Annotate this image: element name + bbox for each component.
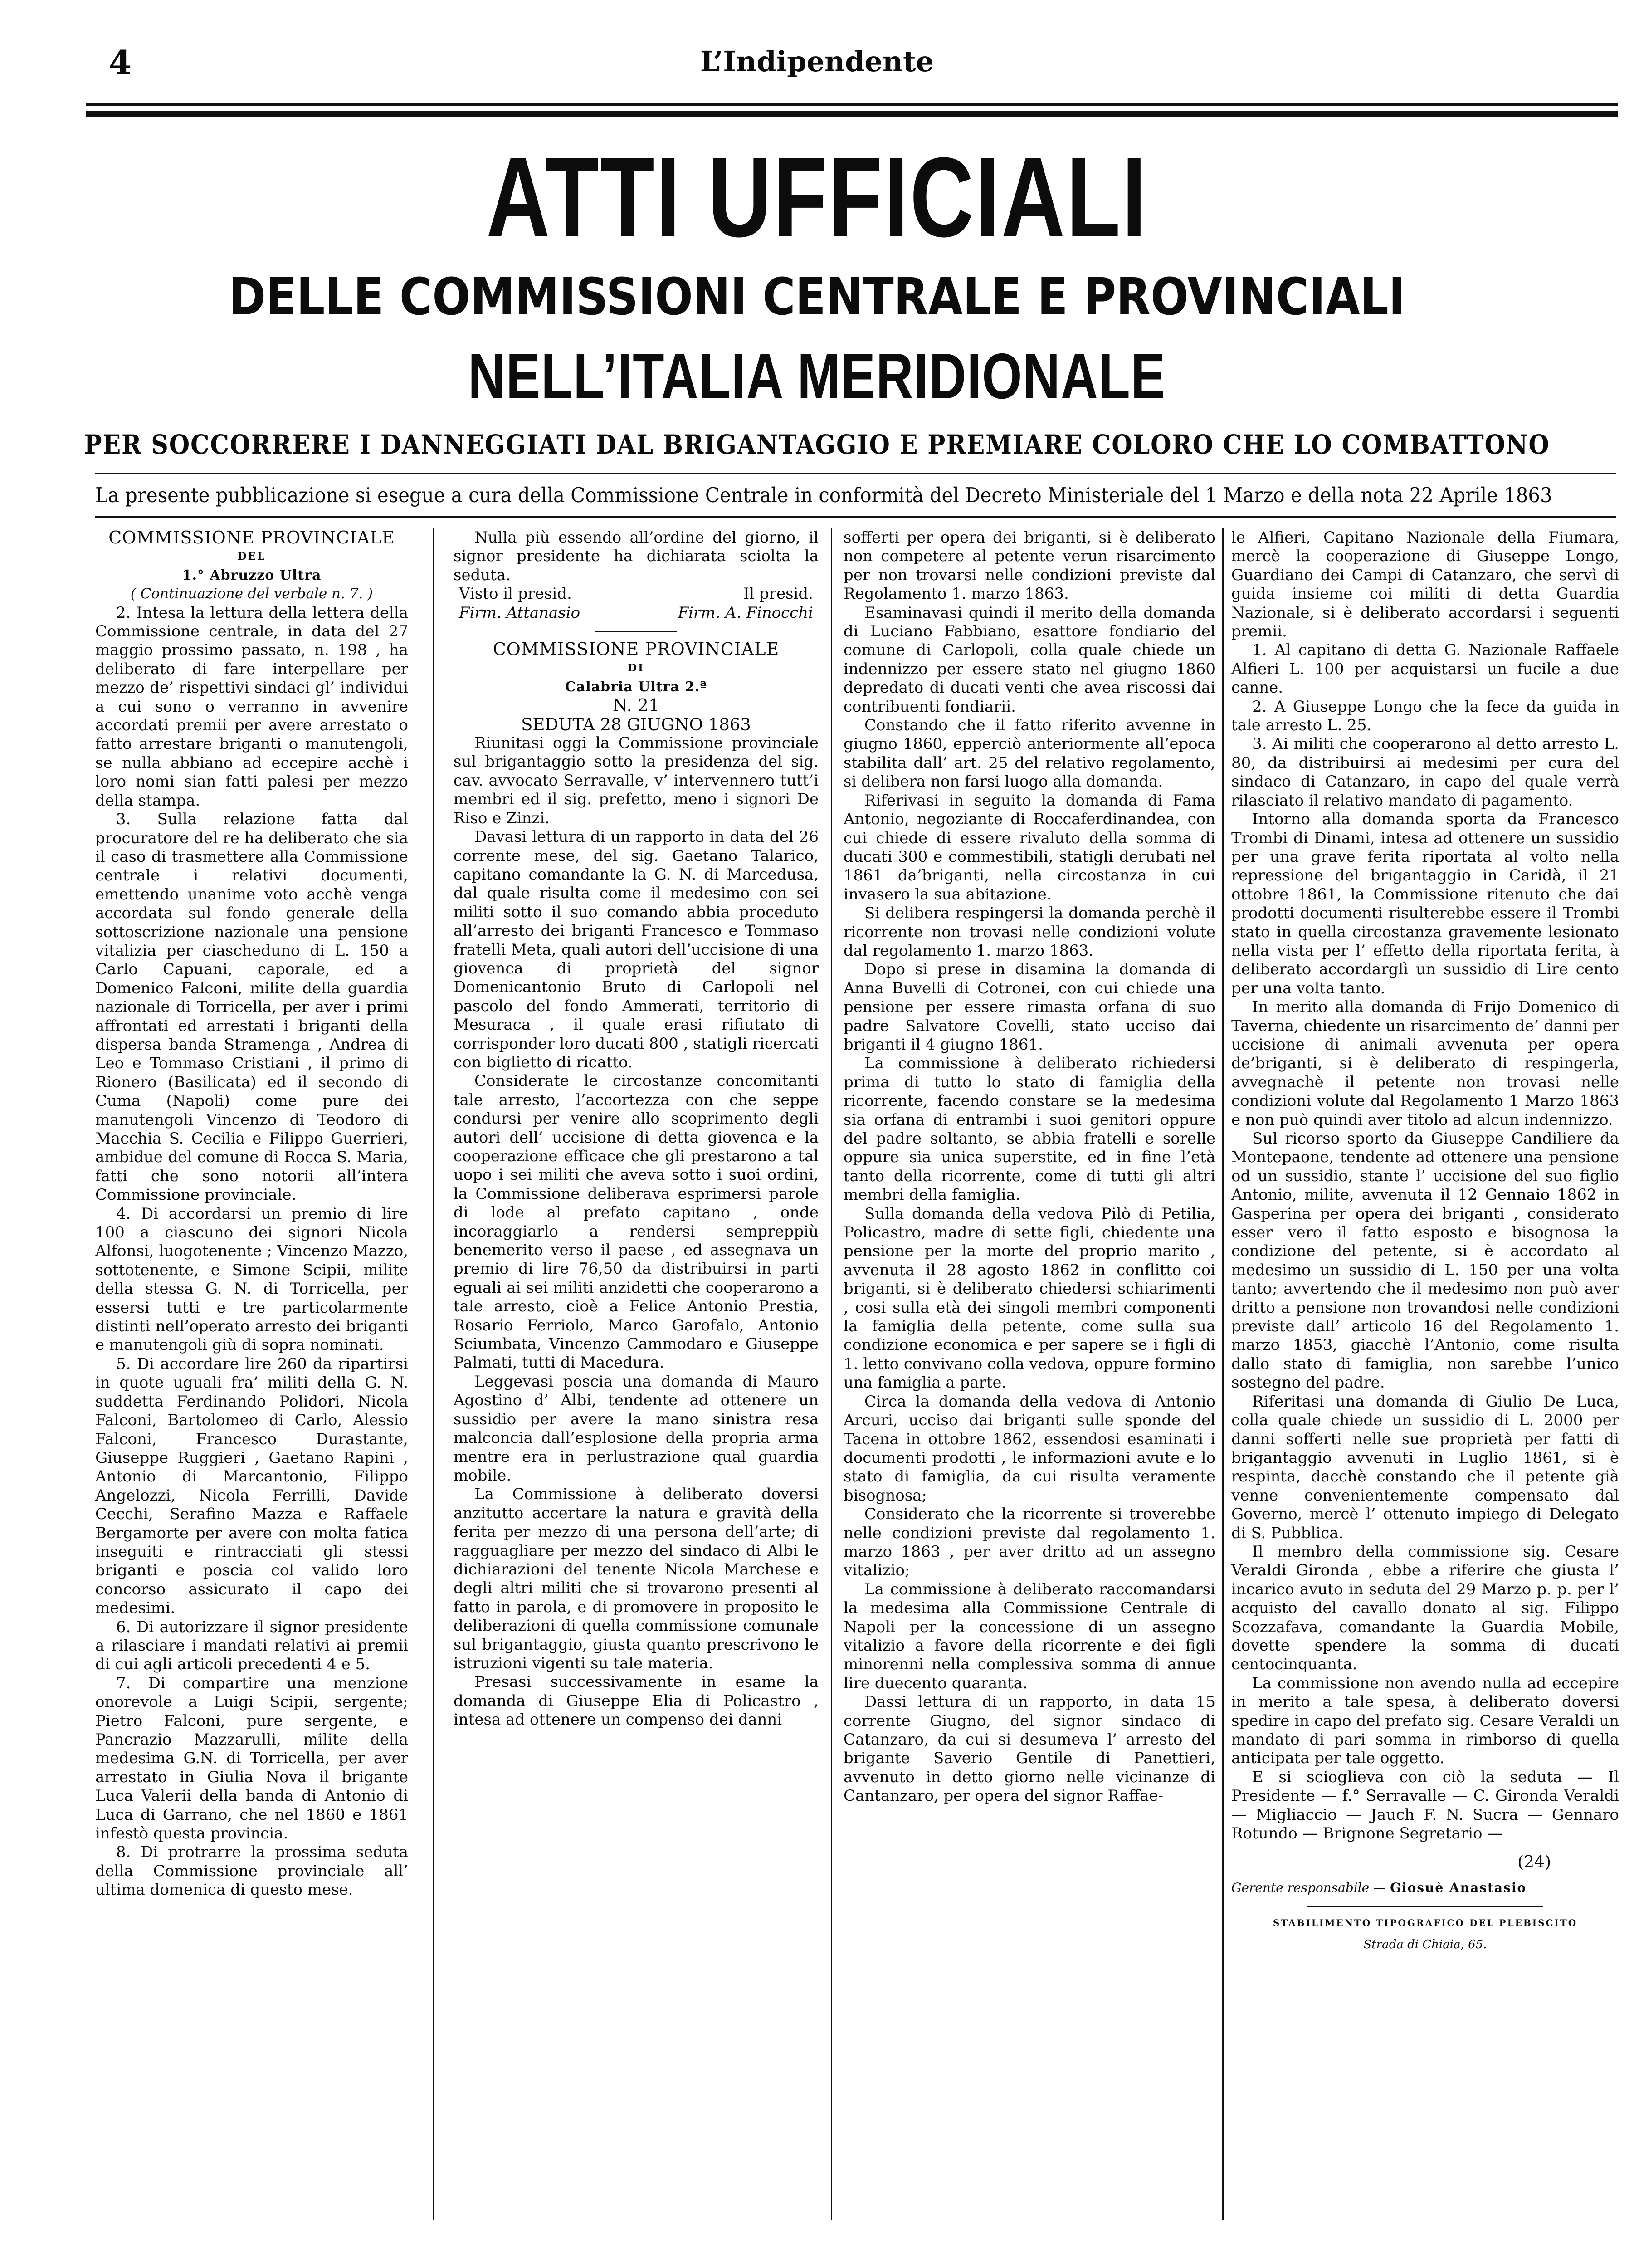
paragraph: Il membro della commissione sig. Cesare Veraldi Gironda , ebbe a riferire che giusta l’ incarico avuto in seduta del 29 Marzo p. p. per l’ acquisto del cavallo donato al sig. Filippo Scozzafava, comandante la Guardia Mobile, dovette spendere la somma di ducati centocinquanta. — [1231, 1542, 1619, 1674]
column-divider — [433, 528, 434, 2220]
paragraph: Davasi lettura di un rapporto in data del 26 corrente mese, del sig. Gaetano Talarico, capitano comandante la G. N. di Marcedusa, dal quale risulta come il medesimo con sei militi sotto il suo comando abbia proceduto all’arresto dei briganti Francesco e Tommaso fratelli Meta, quali autori dell’uccisione di una giovenca di proprietà del signor Domenicantonio Bruto di Carlopoli nel pascolo del fondo Ammerati, territorio di Mesuraca , il quale erasi rifiutato di corrisponder loro ducati 800 , statigli ricercati con biglietto di ricatto. — [454, 828, 819, 1071]
paragraph: Leggevasi poscia una domanda di Mauro Agostino d’ Albi, tendente ad ottenere un sussidio per avere la mano sinistra resa malconcia dall’esplosione della propria arma mentre era in perlustrazione qual guardia mobile. — [454, 1372, 819, 1485]
article-column-2 — [454, 528, 819, 2268]
insertion-code: (24) — [1517, 1853, 1551, 1872]
section-heading-region: Calabria Ultra 2.ª — [565, 679, 707, 695]
paragraph: Dassi lettura di un rapporto, in data 15 corrente Giugno, del signor sindaco di Catanzaro, da cui si desumeva l’ arresto del brigante Saverio Gentile di Panettieri, avvenuto in detto giorno nelle vicinanze di Cantanzaro, per opera del signor Raffae- — [844, 1693, 1215, 1805]
section-heading-region: 1.° Abruzzo Ultra — [182, 567, 322, 583]
paragraph: 7. Di compartire una menzione onorevole a Luigi Scipii, sergente; Pietro Falconi, pure sergente, e Pancrazio Mazzarulli, milite della medesima G.N. di Torricella, per aver arrestato in Giulia Nova il brigante Luca Valerii della banda di Antonio di Luca di Garrano, che nel 1860 e 1861 infestò questa provincia. — [95, 1674, 408, 1843]
paragraph: Riferitasi una domanda di Giulio De Luca, colla quale chiede un sussidio di L. 2000 per danni sofferti nelle sue proprietà per fatti di brigantaggio avvenuti in Luglio 1861, si è respinta, dacchè constando che il petente già venne convenientemente compensato dal Governo, mercè l’ ottenuto impiego di Delegato di S. Pubblica. — [1231, 1392, 1619, 1542]
paragraph: Riferivasi in seguito la domanda di Fama Antonio, negoziante di Roccaferdinandea, con cui chiede di essere rivaluto della somma di ducati 300 e commestibili, statigli derubati nel 1861 da’briganti, nella circostanza in cui invasero la sua abitazione. — [844, 791, 1215, 904]
paragraph: Considerato che la ricorrente si troverebbe nelle condizioni previste dal regolamento 1. marzo 1863 , per aver dritto ad un assegno vitalizio; — [844, 1505, 1215, 1580]
seen-row — [454, 585, 819, 603]
header-rule-thick — [86, 111, 1618, 117]
continuation-note: ( Continuazione del verbale n. 7. ) — [130, 586, 373, 602]
page-number: 4 — [109, 43, 132, 82]
section-heading: COMMISSIONE PROVINCIALE — [108, 528, 395, 547]
printer-address: Strada di Chiaia, 65. — [1363, 1937, 1487, 1951]
paragraph: 8. Di protrarre la prossima seduta della Commissione provinciale all’ ultima domenica di questo mese. — [95, 1843, 408, 1899]
paragraph: La commissione non avendo nulla ad eccepire in merito a tale spesa, à deliberato doversi spedire in capo del prefato sig. Cesare Veraldi un mandato di pari somma in rimborso di quella anticipata per tale oggetto. — [1231, 1674, 1619, 1768]
paragraph: Sul ricorso sporto da Giuseppe Candiliere da Montepaone, tendente ad ottenere una pensione od un sussidio, stante l’ uccisione del suo figlio Antonio, milite, avvenuta il 12 Gennaio 1862 in Gasperina per opera dei briganti , considerato esser vero il fatto esposto e bisognosa la condizione del petente, si è accordato al medesimo un sussidio di L. 150 per una volta tanto; avvertendo che il medesimo non può aver dritto a pensione non trovandosi nelle condizioni previste dall’ articolo 16 del Regolamento 1. marzo 1853, giacchè l’Antonio, come risulta dallo stato di famiglia, non sarebbe l’unico sostegno del padre. — [1231, 1129, 1619, 1392]
masthead-title: ATTI UFFICIALI — [486, 134, 1148, 260]
paragraph: 5. Di accordare lire 260 da ripartirsi in quote uguali fra’ militi della G. N. suddetta Ferdinando Polidori, Nicola Falconi, Bartolomeo di Carlo, Alessio Falconi, Francesco Durastante, Giuseppe Ruggieri , Gaetano Rapini , Antonio di Marcantonio, Filippo Angelozzi, Nicola Ferrilli, Davide Cecchi, Serafino Mazza e Raffaele Bergamorte per avere con molta fatica inseguiti e rintracciati gli stessi briganti e poscia col valido loro concorso assicurato il capo dei medesimi. — [95, 1354, 408, 1618]
paragraph: 4. Di accordarsi un premio di lire 100 a ciascuno dei signori Nicola Alfonsi, luogotenente ; Vincenzo Mazzo, sottotenente, e Simone Scipii, milite della stessa G. N. di Torricella, per essersi tutti e tre particolarmente distinti nell’operato arresto dei briganti e manutengoli giù di sopra nominati. — [95, 1204, 408, 1354]
paragraph: Dopo si prese in disamina la domanda di Anna Buvelli di Cotronei, con cui chiede una pensione per essere rimasta orfana di suo padre Salvatore Covelli, stato ucciso dai briganti il 4 giugno 1861. — [844, 960, 1215, 1054]
masthead-subtitle-commissions: DELLE COMMISSIONI CENTRALE E PROVINCIALI — [229, 268, 1405, 327]
paragraph: E si scioglieva con ciò la seduta — Il Presidente — f.° Serravalle — C. Gironda Veraldi — Migliaccio — Jauch F. N. Sucra — Gennaro Rotundo — Brignone Segretario — — [1231, 1768, 1619, 1843]
paragraph: 6. Di autorizzare il signor presidente a rilasciare i mandati relativi ai premii di cui agli articoli precedenti 4 e 5. — [95, 1618, 408, 1674]
seen-left: Visto il presid. — [459, 585, 572, 603]
paragraph: La commissione à deliberato raccomandarsi la medesima alla Commissione Centrale di Napoli per la concessione di un assegno vitalizio a favore della ricorrente e dei figli minorenni nella complessiva somma di annue lire duecento quaranta. — [844, 1580, 1215, 1692]
column-divider — [831, 528, 832, 2220]
section-heading-del: DEL — [237, 550, 266, 563]
article-column-3 — [844, 528, 1215, 2268]
paragraph: Riunitasi oggi la Commissione provinciale sul brigantaggio sotto la presidenza del sig. cav. avvocato Serravalle, v’ intervennero tutt’i membri ed il sig. prefetto, meno i signori De Riso e Zinzi. — [454, 734, 819, 827]
paragraph: Presasi successivamente in esame la domanda di Giuseppe Elia di Policastro , intesa ad ottenere un compenso dei danni — [454, 1673, 819, 1729]
section-heading: COMMISSIONE PROVINCIALE — [493, 639, 780, 660]
paragraph: 1. Al capitano di detta G. Nazionale Raffaele Alfieri L. 100 per acquistarsi un fucile a due canne. — [1231, 641, 1619, 697]
paragraph: Si delibera respingersi la domanda perchè il ricorrente non trovasi nelle condizioni volute dal regolamento 1. marzo 1863. — [844, 904, 1215, 960]
page-footer — [1231, 1853, 1619, 1954]
masthead-subtitle-region: NELL’ITALIA MERIDIONALE — [468, 340, 1166, 412]
paragraph: le Alfieri, Capitano Nazionale della Fiumara, mercè la cooperazione di Giuseppe Longo, Guardiano dei Campi di Catanzaro, che servì di guida insieme coi militi di detta Guardia Nazionale, si è deliberato accordarsi i seguenti premii. — [1231, 528, 1619, 641]
manager-label: Gerente responsabile — [1231, 1880, 1370, 1895]
column-divider — [1222, 528, 1224, 2220]
newspaper-name: L’Indipendente — [700, 45, 934, 78]
minutes-number: N. 21 — [612, 695, 660, 716]
masthead-bottom-rule — [95, 516, 1616, 518]
paragraph: 3. Ai militi che cooperarono al detto arresto L. 80, da distribuirsi ai medesimi per cura del sindaco di Catanzaro, in capo del quale verrà rilasciato il relativo mandato di pagamento. — [1231, 735, 1619, 810]
paragraph: Esaminavasi quindi il merito della domanda di Luciano Fabbiano, esattore fondiario del comune di Carlopoli, colla quale chiede un indennizzo per essere stato nel giugno 1860 depredato di ducati venti che avea riscossi dai contribuenti fondiarii. — [844, 603, 1215, 716]
footer-rule — [1307, 1906, 1543, 1907]
paragraph: Considerate le circostanze concomitanti tale arresto, l’accortezza con che seppe condursi per venire allo scoprimento degli autori dell’ uccisione di detta giovenca e la cooperazione efficace che gli prestarono a tal uopo i sei militi che aveva sotto i suoi ordini, la Commissione deliberava esprimersi parole di lode al prefato capitano , onde incoraggiarlo a rendersi sempreppiù benemerito verso il paese , ed assegnava un premio di lire 76,50 da distribuirsi in parti eguali ai sei militi anzidetti che cooperarono a tale arresto, cioè a Felice Antonio Prestia, Rosario Ferriolo, Marco Garofalo, Antonio Sciumbata, Vincenzo Cammodaro e Giuseppe Palmati, tutti di Macedura. — [454, 1072, 819, 1372]
paragraph: 2. Intesa la lettura della lettera della Commissione centrale, in data del 27 maggio prossimo passato, n. 198 , ha deliberato di fare interpellare per mezzo de’ rispettivi sindaci gl’ individui a cui sono o verranno in avvenire accordati premii per avere arrestato o fatto arrestare briganti o manutengoli, se nulla abbiano ad eccepire acchè i loro nomi sian fatti palesi per mezzo della stampa. — [95, 603, 408, 810]
section-heading-di: DI — [628, 662, 644, 675]
paragraph: Sulla domanda della vedova Pilò di Petilia, Policastro, madre di sette figli, chiedente una pensione per la morte del proprio marito , avvenuta il 28 agosto 1862 in conflitto coi briganti, si è deliberato chiedersi schiarimenti , cosi sulla età dei singoli membri componenti la famiglia della petente, come sulla sua condizione economica e per sapere se i figli di 1. letto convivano colla vedova, oppure formino una famiglia a parte. — [844, 1204, 1215, 1392]
seen-right: Il presid. — [743, 585, 813, 603]
article-column-4 — [1231, 528, 1619, 2268]
session-date: SEDUTA 28 GIUGNO 1863 — [521, 714, 751, 734]
signature-row — [454, 604, 819, 622]
paragraph: Intorno alla domanda sporta da Francesco Trombi di Dinami, intesa ad ottenere un sussidio per una grave ferita riportata al volto nella repressione del brigantaggio in Caridà, il 21 ottobre 1861, la Commissione ritenuto che dai prodotti documenti risulterebbe essere il Trombi stato in quella circostanza gravemente lesionato nella vista per l’ effetto della riportata ferita, à deliberato accordarglì un sussidio di Lire cento per una volta tanto. — [1231, 810, 1619, 997]
paragraph: 2. A Giuseppe Longo che la fece da guida in tale arresto L. 25. — [1231, 697, 1619, 735]
printer-name: STABILIMENTO TIPOGRAFICO DEL PLEBISCITO — [1273, 1917, 1578, 1929]
paragraph: La commissione à deliberato richiedersi prima di tutto lo stato di famiglia della ricorrente, facendo constare se la medesima sia orfana di entrambi i suoi genitori oppure del padre soltanto, se abbia fratelli e sorelle oppure sia unica superstite, ed in fine l’età tanto della ricorrente, come di tutti gli altri membri della famiglia. — [844, 1054, 1215, 1204]
header-rule-thin — [86, 103, 1618, 106]
manager-name: Giosuè Anastasio — [1390, 1880, 1527, 1895]
masthead-rule — [95, 473, 1616, 474]
paragraph: 3. Sulla relazione fatta dal procuratore del re ha deliberato che sia il caso di trasmettere alla Commissione centrale i relativi documenti, emettendo unanime voto acchè venga accordata sul fondo generale della sottoscrizione nazionale una pensione vitalizia per ciascheduno di L. 150 a Carlo Capuani, caporale, ed a Domenico Falconi, milite della guardia nazionale di Torricella, per aver i primi affrontati ed arrestati i briganti della dispersa banda Stramenga , Andrea di Leo e Tommaso Cristiani , il primo di Rionero (Basilicata) ed il secondo di Cuma (Napoli) come pure dei manutengoli Vincenzo di Teodoro di Macchia S. Cecilia e Filippo Guerrieri, ambidue del comune di Rocca S. Maria, fatti che sono notorii all’intera Commissione provinciale. — [95, 810, 408, 1204]
paragraph: sofferti per opera dei briganti, si è deliberato non competere al petente verun risarcimento per non trovarsi nelle condizioni previste dal Regolamento 1. marzo 1863. — [844, 528, 1215, 603]
paragraph: La Commissione à deliberato doversi anzitutto accertare la natura e gravità della ferita per mezzo di una persona dell’arte; di ragguagliare per mezzo del sindaco di Albi le dichiarazioni del tenente Nicola Marchese e degli altri militi che si trovarono presenti al fatto in parola, e di promovere in proposito le deliberazioni di quella commissione comunale sul brigantaggio, giusta quanto prescrivono le istruzioni vigenti su tale materia. — [454, 1485, 819, 1672]
paragraph: Nulla più essendo all’ordine del giorno, il signor presidente ha dichiarata sciolta la seduta. — [454, 528, 819, 584]
article-column-1 — [95, 528, 408, 2268]
section-rule — [595, 631, 677, 632]
signature-left: Firm. Attanasio — [459, 603, 580, 622]
masthead-subtitle-purpose: PER SOCCORRERE I DANNEGGIATI DAL BRIGANTAGGIO E PREMIARE COLORO CHE LO COMBATTONO — [84, 429, 1550, 460]
running-head — [0, 43, 1634, 82]
responsible-manager: Gerente responsabile — Giosuè Anastasio — [1231, 1880, 1527, 1895]
publication-note: La presente pubblicazione si esegue a cura della Commissione Centrale in conformità del Decreto Ministeriale del 1 Marzo e della nota 22 Aprile 1863 — [95, 483, 1552, 507]
paragraph: In merito alla domanda di Frijo Domenico di Taverna, chiedente un risarcimento de’ danni per uccisione di animali avvenuta per opera de’briganti, si è deliberato di respingerla, avvegnachè il petente non trovasi nelle condizioni volute dal Regolamento 1 Marzo 1863 e non può quindi aver titolo ad alcun indennizzo. — [1231, 998, 1619, 1129]
paragraph: Circa la domanda della vedova di Antonio Arcuri, ucciso dai briganti sulle sponde del Tacena in ottobre 1862, essendosi esaminati i documenti prodotti , le informazioni avute e lo stato di famiglia, da cui risulta veramente bisognosa; — [844, 1392, 1215, 1505]
signature-right: Firm. A. Finocchi — [678, 603, 813, 622]
paragraph: Constando che il fatto riferito avvenne in giugno 1860, epperciò anteriormente all’epoca stabilita dall’ art. 25 del relativo regolamento, si delibera non farsi luogo alla domanda. — [844, 716, 1215, 791]
